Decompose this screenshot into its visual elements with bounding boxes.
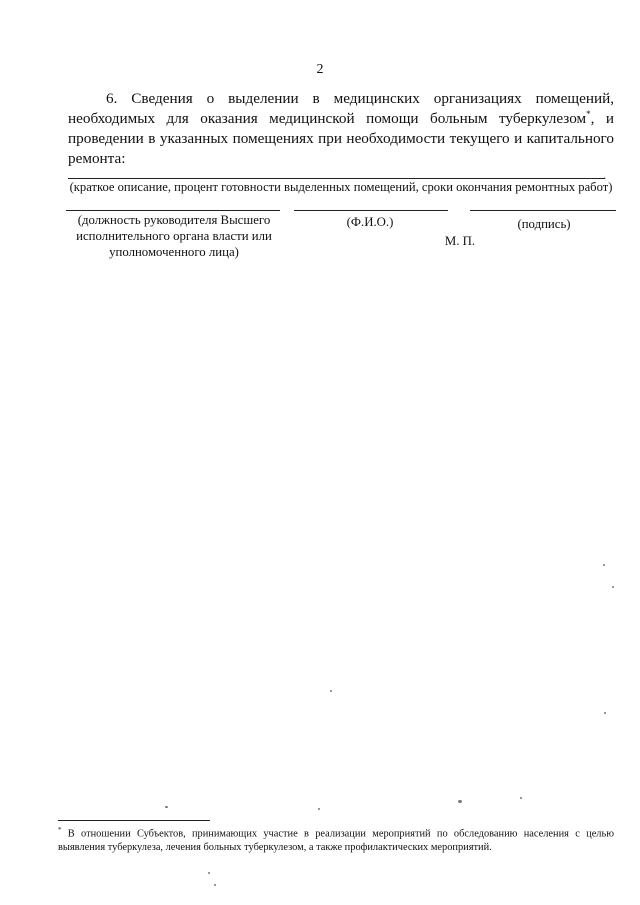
section-6-text-continued: , и проведении в указанных помещениях при необходимости текущего и капитального ремонта:: [68, 110, 614, 167]
stamp-caption: М. П.: [444, 234, 476, 248]
position-caption: (должность руководителя Высшего исполнительного органа власти или уполномоченного лица): [76, 213, 272, 259]
scan-speck: [214, 884, 216, 886]
signature-line-signature: [470, 210, 616, 211]
scan-speck: [330, 690, 332, 692]
footnote-text: В отношении Субъектов, принимающих участие в реализации мероприятий по обследованию населения с целью выявления туберкулеза, лечения больных туберкулезом, а также профилактических мероприятий.: [58, 828, 614, 854]
footnote-reference: *: [586, 108, 591, 119]
scan-speck: [458, 800, 462, 803]
scan-speck: [604, 712, 606, 714]
footnote-rule: [58, 820, 210, 821]
section-6-paragraph: [68, 89, 614, 169]
signature-caption: (подпись): [517, 217, 571, 231]
footnote-marker: *: [58, 826, 62, 834]
scan-speck: [165, 806, 168, 808]
fill-in-line: [68, 178, 604, 179]
scan-speck: [612, 586, 614, 588]
section-6-text: 6. Сведения о выделении в медицинских организациях помещений, необходимых для оказания медицинской помощи больным туберкулезом: [68, 90, 614, 127]
scan-speck: [318, 808, 320, 810]
name-caption: (Ф.И.О.): [346, 215, 394, 229]
scan-speck: [603, 564, 605, 566]
scan-speck: [208, 872, 210, 874]
fill-in-line-end-dot: .: [603, 167, 607, 182]
signature-line-name: [294, 210, 448, 211]
fill-in-caption: (краткое описание, процент готовности выделенных помещений, сроки окончания ремонтных работ): [69, 180, 613, 194]
signature-line-position: [66, 210, 280, 211]
scan-speck: [520, 797, 522, 799]
footnote: [58, 823, 614, 855]
page-number: 2: [316, 62, 324, 77]
